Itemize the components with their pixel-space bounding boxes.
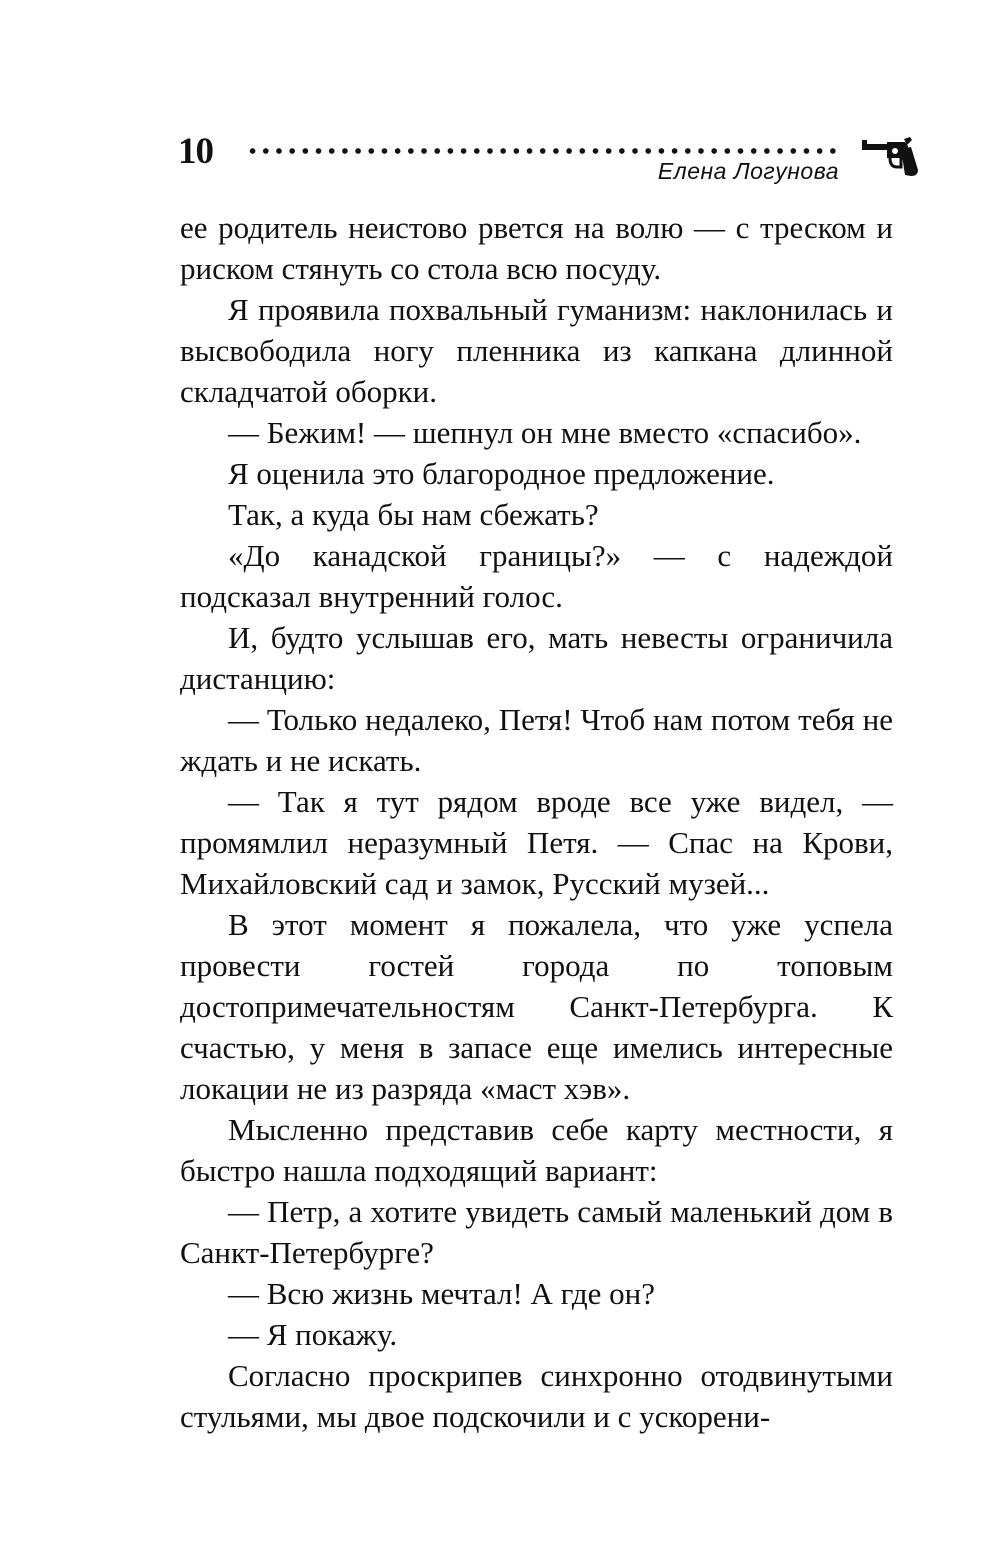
paragraph-14: — Я покажу.	[228, 1317, 398, 1352]
paragraph-2: Я проявила похвальный гуманизм: наклонилась и высвободила ногу пленника из капкана длинной складчатой оборки.	[180, 292, 893, 409]
paragraph-13: — Всю жизнь мечтал! А где он?	[228, 1276, 655, 1311]
dotted-leader	[246, 147, 839, 155]
paragraph-10: В этот момент я пожалела, что уже успела провести гостей города по топовым достопримечательностям Санкт-Петербурга. К счастью, у меня в запасе еще имелись интересные локации не из разряда «маст хэв».	[180, 907, 893, 1106]
page-body	[180, 207, 893, 1437]
paragraph-11: Мысленно представив себе карту местности, я быстро нашла подходящий вариант:	[180, 1112, 893, 1188]
paragraph-3: — Бежим! — шепнул он мне вместо «спасибо».	[228, 415, 862, 450]
revolver-icon	[861, 137, 919, 177]
paragraph-7: И, будто услышав его, мать невесты ограничила дистанцию:	[180, 620, 893, 696]
paragraph-12: — Петр, а хотите увидеть самый маленький дом в Санкт-Петербурге?	[180, 1194, 893, 1270]
paragraph-4: Я оценила это благородное предложение.	[228, 456, 775, 491]
paragraph-8: — Только недалеко, Петя! Чтоб нам потом тебя не ждать и не искать.	[180, 702, 893, 778]
paragraph-5: Так, а куда бы нам сбежать?	[228, 497, 599, 532]
paragraph-1: ее родитель неистово рвется на волю — с треском и риском стянуть со стола всю посуду.	[180, 210, 893, 286]
paragraph-6: «До канадской границы?» — с надеждой подсказал внутренний голос.	[180, 538, 893, 614]
paragraph-9: — Так я тут рядом вроде все уже видел, — промямлил неразумный Петя. — Спас на Крови, Михайловский сад и замок, Русский музей...	[180, 784, 893, 901]
running-header-author: Елена Логунова	[657, 158, 839, 184]
page-number: 10	[178, 131, 213, 172]
paragraph-15: Согласно проскрипев синхронно отодвинутыми стульями, мы двое подскочили и с ускорени-	[180, 1358, 893, 1434]
